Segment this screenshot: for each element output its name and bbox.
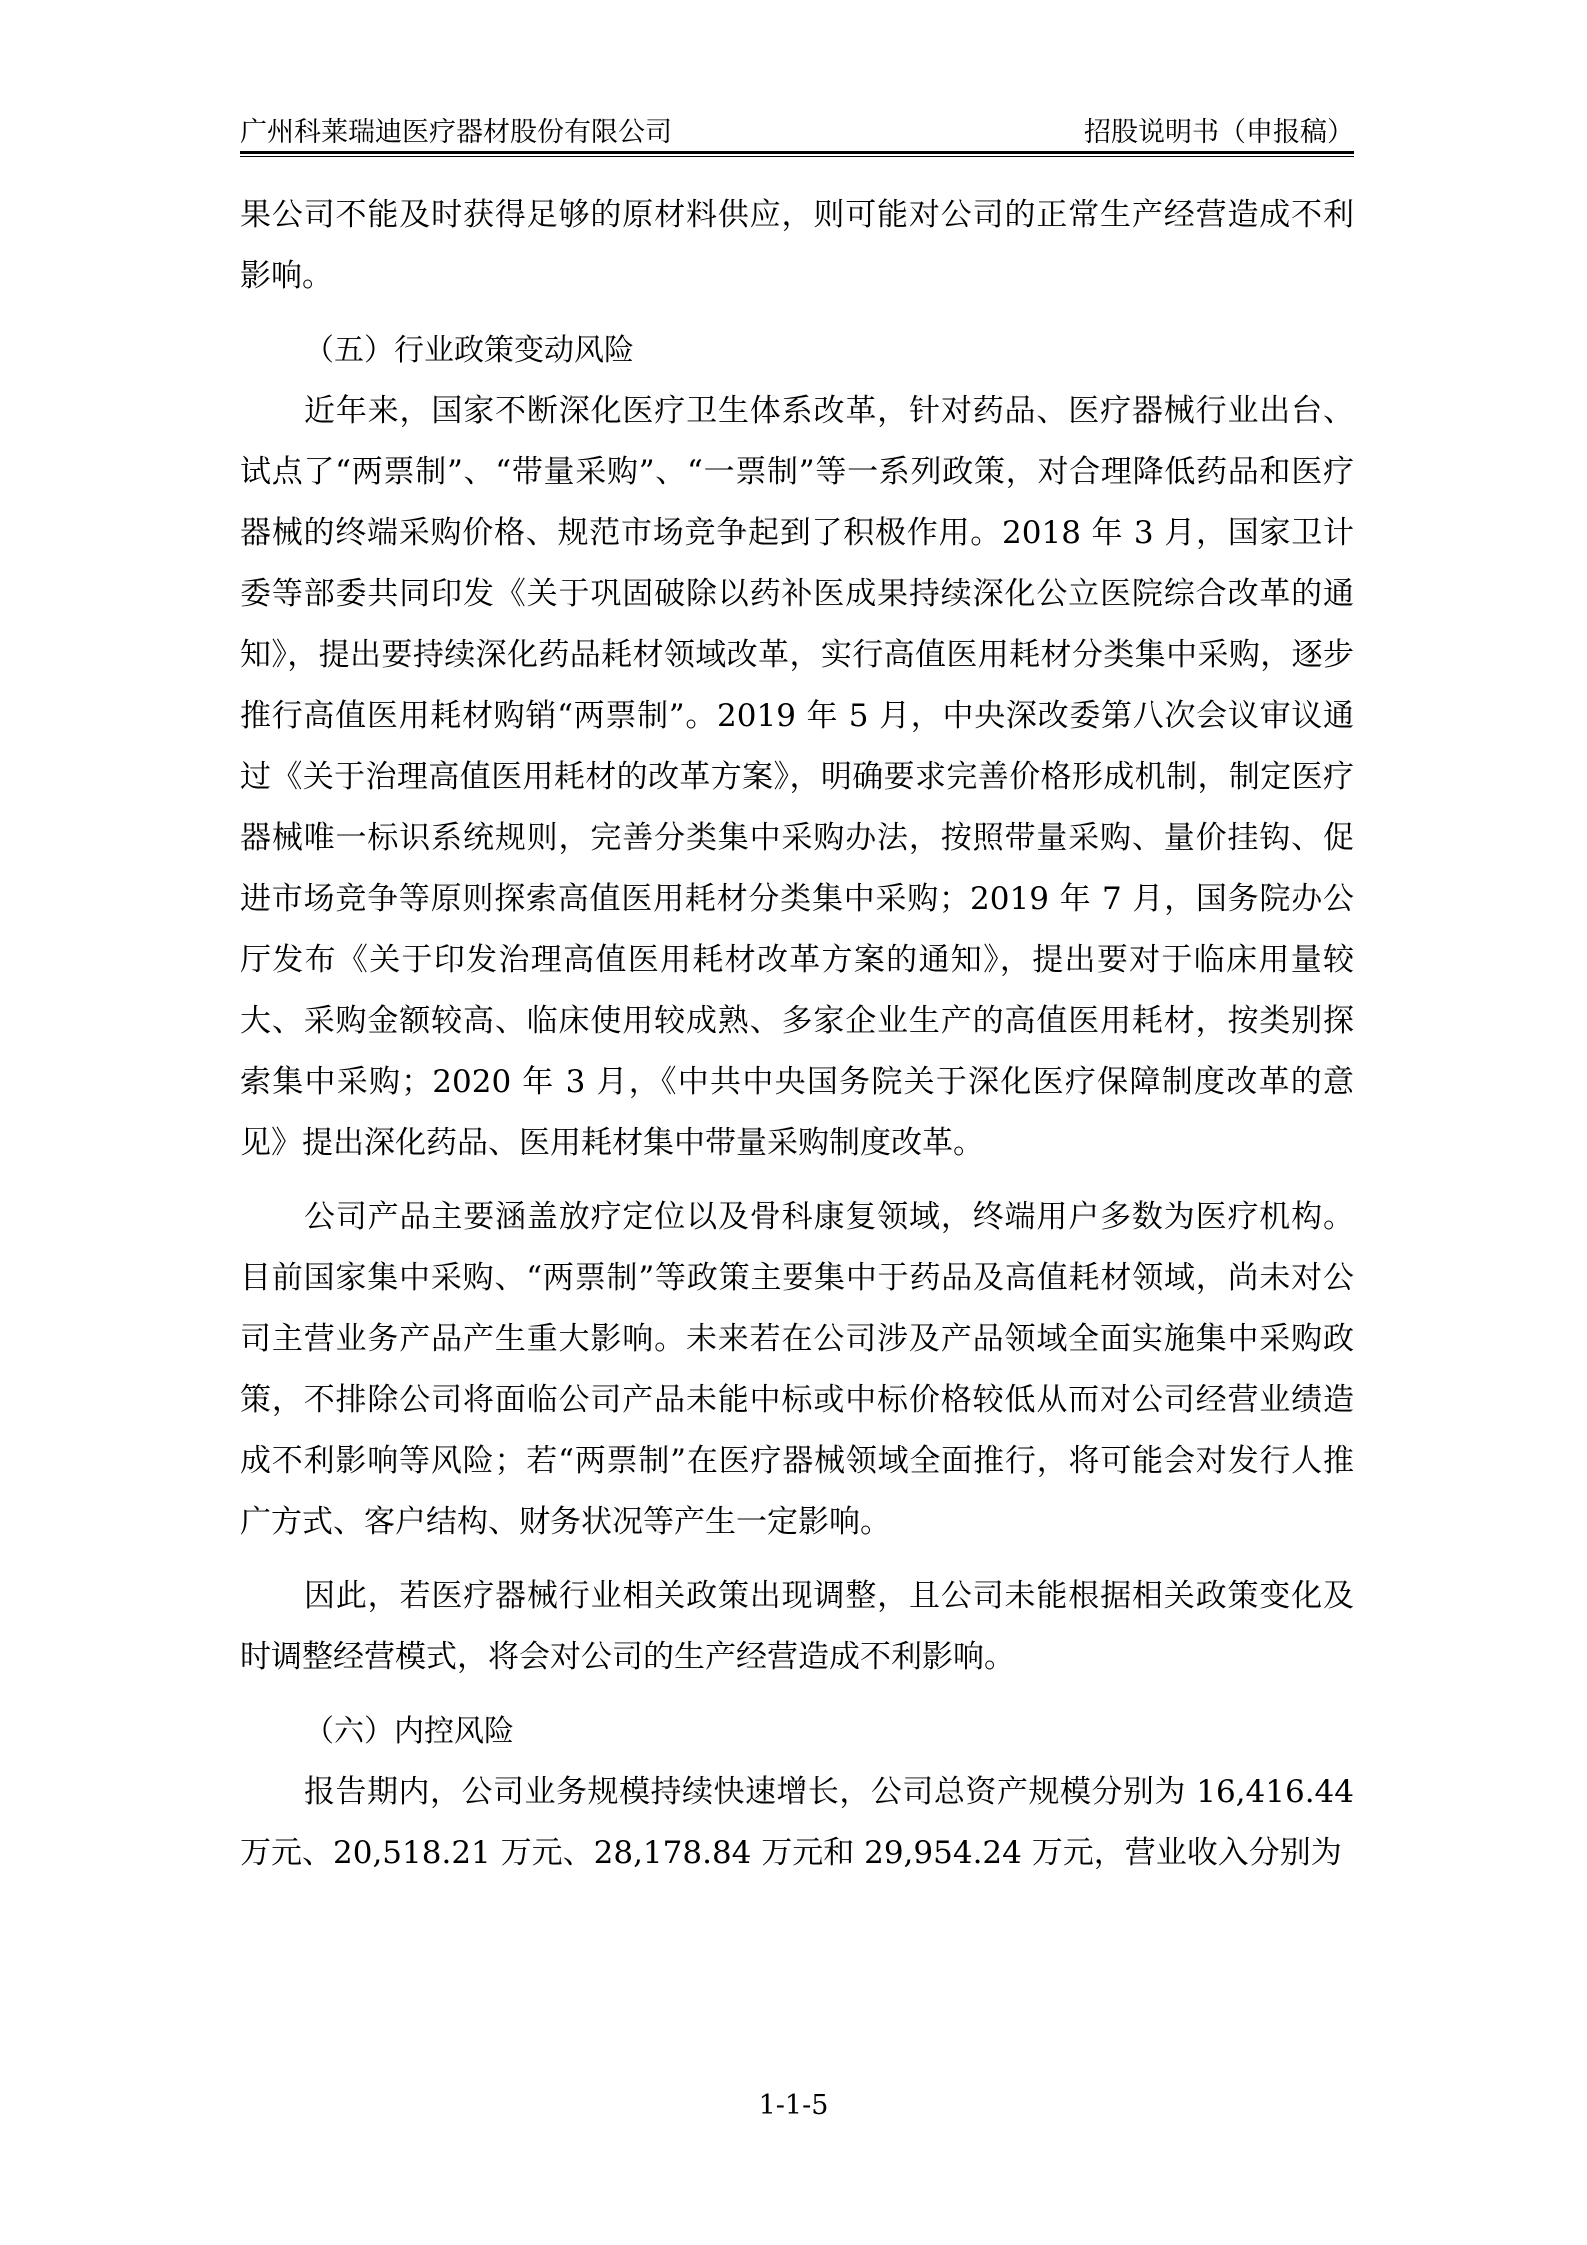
header-rule-thin xyxy=(240,156,1354,157)
page-header xyxy=(240,112,1354,154)
paragraph-continuation: 果公司不能及时获得足够的原材料供应，则可能对公司的正常生产经营造成不利影响。 xyxy=(240,197,1354,294)
section-heading-policy-risk: （五）行业政策变动风险 xyxy=(304,333,634,368)
page-number: 1-1-5 xyxy=(758,2090,829,2121)
header-document-type: 招股说明书（申报稿） xyxy=(1084,117,1354,148)
paragraph-policy-background: 近年来，国家不断深化医疗卫生体系改革，针对药品、医疗器械行业出台、试点了“两票制”、“带量采购”、“一票制”等一系列政策，对合理降低药品和医疗器械的终端采购价格、规范市场竞争起到了积极作用。2018 年 3 月，国家卫计委等部委共同印发《关于巩固破除以药补医成果持续深化公立医院综合改革的通知》，提出要持续深化药品耗材领域改革，实行高值医用耗材分类集中采购，逐步推行高值医用耗材购销“两票制”。2019 年 5 月，中央深改委第八次会议审议通过《关于治理高值医用耗材的改革方案》，明确要求完善价格形成机制，制定医疗器械唯一标识系统规则，完善分类集中采购办法，按照带量采购、量价挂钩、促进市场竞争等原则探索高值医用耗材分类集中采购；2019 年 7 月，国务院办公厅发布《关于印发治理高值医用耗材改革方案的通知》，提出要对于临床用量较大、采购金额较高、临床使用较成熟、多家企业生产的高值医用耗材，按类别探索集中采购；2020 年 3 月，《中共中央国务院关于深化医疗保障制度改革的意见》提出深化药品、医用耗材集中带量采购制度改革。 xyxy=(240,393,1354,1161)
header-company-name: 广州科莱瑞迪医疗器材股份有限公司 xyxy=(240,117,672,148)
header-rule-thick xyxy=(240,151,1354,154)
section-heading-internal-control-risk: （六）内控风险 xyxy=(304,1714,514,1749)
document-body xyxy=(240,185,1354,1884)
paragraph-internal-control: 报告期内，公司业务规模持续快速增长，公司总资产规模分别为 16,416.44 万元、20,518.21 万元、28,178.84 万元和 29,954.24 万元，营业收入分别为 xyxy=(240,1774,1354,1871)
paragraph-policy-impact: 公司产品主要涵盖放疗定位以及骨科康复领域，终端用户多数为医疗机构。目前国家集中采购、“两票制”等政策主要集中于药品及高值耗材领域，尚未对公司主营业务产品产生重大影响。未来若在公司涉及产品领域全面实施集中采购政策，不排除公司将面临公司产品未能中标或中标价格较低从而对公司经营业绩造成不利影响等风险；若“两票制”在医疗器械领域全面推行，将可能会对发行人推广方式、客户结构、财务状况等产生一定影响。 xyxy=(240,1199,1354,1540)
paragraph-policy-conclusion: 因此，若医疗器械行业相关政策出现调整，且公司未能根据相关政策变化及时调整经营模式，将会对公司的生产经营造成不利影响。 xyxy=(240,1578,1354,1675)
